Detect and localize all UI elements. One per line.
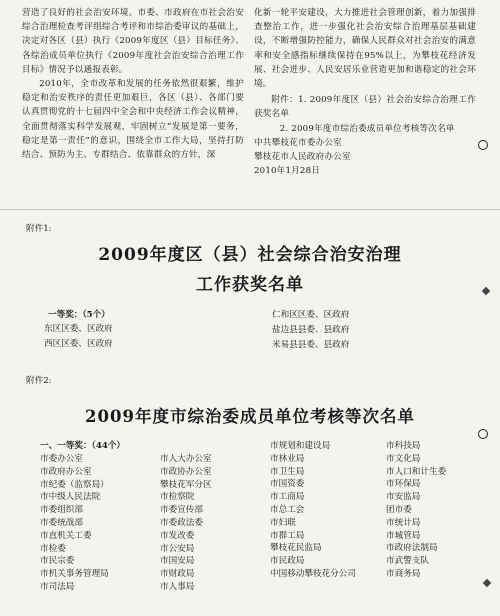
- list-item: 市国资委: [270, 479, 305, 490]
- list-item: 市安监局: [386, 492, 421, 503]
- award-list-left: [44, 322, 113, 352]
- list-item: 市统计局: [386, 517, 421, 528]
- list-item: 市规划和建设局: [270, 441, 331, 451]
- list-item: 仁和区区委、区政府: [272, 310, 350, 320]
- list-item: 市人口和计生委: [386, 466, 447, 477]
- member-list-col1: [40, 453, 109, 594]
- list-item: 市委宣传部: [160, 505, 203, 516]
- list-item: 市民宗委: [40, 556, 75, 567]
- list-item: 市林业局: [270, 453, 305, 464]
- list-item: 市检察院: [160, 492, 195, 503]
- list-item: 市委统战部: [40, 517, 83, 528]
- list-item: 市委办公室: [40, 454, 83, 464]
- body-column-right: [254, 6, 476, 178]
- attachment-list-item: 2. 2009年度市综治委成员单位考核等次名单: [279, 123, 455, 134]
- list-item: 市妇联: [270, 517, 296, 528]
- list-item: 市中级人民法院: [40, 492, 101, 503]
- signature-line: 中共攀枝花市委办公室: [254, 137, 342, 148]
- attachment-title: 2009年度市综治委成员单位考核等次名单: [85, 407, 415, 426]
- list-item: 市城管局: [386, 530, 421, 541]
- list-item: 市民政局: [270, 556, 305, 567]
- list-item: 市机关事务管理局: [40, 569, 109, 580]
- binding-hole-mark: [478, 429, 488, 439]
- list-item: 东区区委、区政府: [44, 324, 113, 334]
- list-item: 市发改委: [160, 530, 195, 541]
- list-item: 市司法局: [40, 581, 75, 592]
- list-item: 团市委: [386, 504, 412, 515]
- list-item: 攀枝花民监局: [270, 543, 322, 554]
- award-list-right: [272, 308, 349, 353]
- list-item: 中国移动攀枝花分公司: [270, 568, 356, 579]
- list-item: 盐边县县委、县政府: [272, 325, 350, 335]
- list-item: 市检委: [40, 543, 66, 554]
- paragraph: 化新一轮平安建设，大力推进社会管理创新，着力加强排查整治工作，进一步强化社会治安综合治理基层基础建设，不断增强防控能力，确保人民群众对社会治安的满意率和安全感指标继续保持在95%以上，为攀枝花经济发展、社会进步、人民安居乐业营造更加和谐稳定的社会环境。: [254, 8, 476, 90]
- list-item: 市政府法制局: [386, 543, 438, 554]
- date-line: 2010年1月28日: [254, 166, 321, 177]
- list-item: 市人事局: [160, 581, 195, 592]
- list-item: 市总工会: [270, 504, 305, 515]
- section-divider: [0, 209, 500, 210]
- list-item: 市公安局: [160, 543, 195, 554]
- list-item: 攀枝花军分区: [160, 479, 212, 490]
- list-item: 米易县县委、县政府: [272, 340, 350, 350]
- signature-line: 攀枝花市人民政府办公室: [254, 152, 351, 163]
- list-item: 市纪委（监察局）: [40, 479, 109, 490]
- body-column-left: [22, 6, 244, 162]
- award-heading: 一、一等奖：（44个）: [40, 441, 126, 451]
- list-item: 市武警支队: [386, 556, 429, 567]
- member-list-col3: [270, 440, 356, 581]
- list-item: 市卫生局: [270, 466, 305, 477]
- paragraph: 营造了良好的社会治安环境。市委、市政府在市社会治安综合治理检查考评组综合考评和市综治委审议的基础上，决定对各区（县）执行《2009年度区（县）目标任务》、各综治成员单位执行《2009年度社会治安综合治理工作目标》情况予以通报表彰。: [22, 8, 244, 75]
- attachment-title: 2009年度区（县）社会综合治安治理: [98, 245, 402, 265]
- list-item: 西区区委、区政府: [44, 339, 113, 349]
- list-item: 市财政局: [160, 569, 195, 580]
- attachment-label: 附件1:: [26, 224, 52, 234]
- attachment-label: 附件2:: [26, 376, 52, 386]
- margin-mark: [483, 579, 491, 587]
- member-list-col2: [160, 453, 212, 594]
- list-item: 市直机关工委: [40, 530, 92, 541]
- list-item: 市工商局: [270, 492, 305, 503]
- list-item: 市委组织部: [40, 505, 83, 516]
- list-item: 市科技局: [386, 441, 421, 451]
- list-item: 市文化局: [386, 453, 421, 464]
- award-heading: 一等奖：（5个）: [48, 310, 110, 320]
- list-item: 市人大办公室: [160, 454, 212, 464]
- member-list-col4: [386, 440, 446, 581]
- list-item: 市国安局: [160, 556, 195, 567]
- list-item: 市商务局: [386, 568, 421, 579]
- list-item: 市委政法委: [160, 517, 203, 528]
- list-item: 市群工局: [270, 530, 305, 541]
- binding-hole-mark: [478, 140, 488, 150]
- attachment-title: 工作获奖名单: [196, 275, 304, 295]
- attachment-list-item: 附件：1. 2009年度区（县）社会治安综合治理工作获奖名单: [254, 95, 476, 120]
- list-item: 市政府办公室: [40, 466, 92, 477]
- list-item: 市政协办公室: [160, 466, 212, 477]
- paragraph: 2010年，全市改革和发展的任务依然很艰繁，维护稳定和治安秩序的责任更加艰巨，各区（县）、各部门要认真贯彻党的十七届四中全会和中央经济工作会议精神，全面贯彻落实科学发展观，牢固树立“发展是第一要务，稳定是第一责任”的意识，围绕全市工作大局，坚持打防结合、预防为主、专群结合、依靠群众的方针，深: [22, 79, 244, 161]
- list-item: 市环保局: [386, 479, 421, 490]
